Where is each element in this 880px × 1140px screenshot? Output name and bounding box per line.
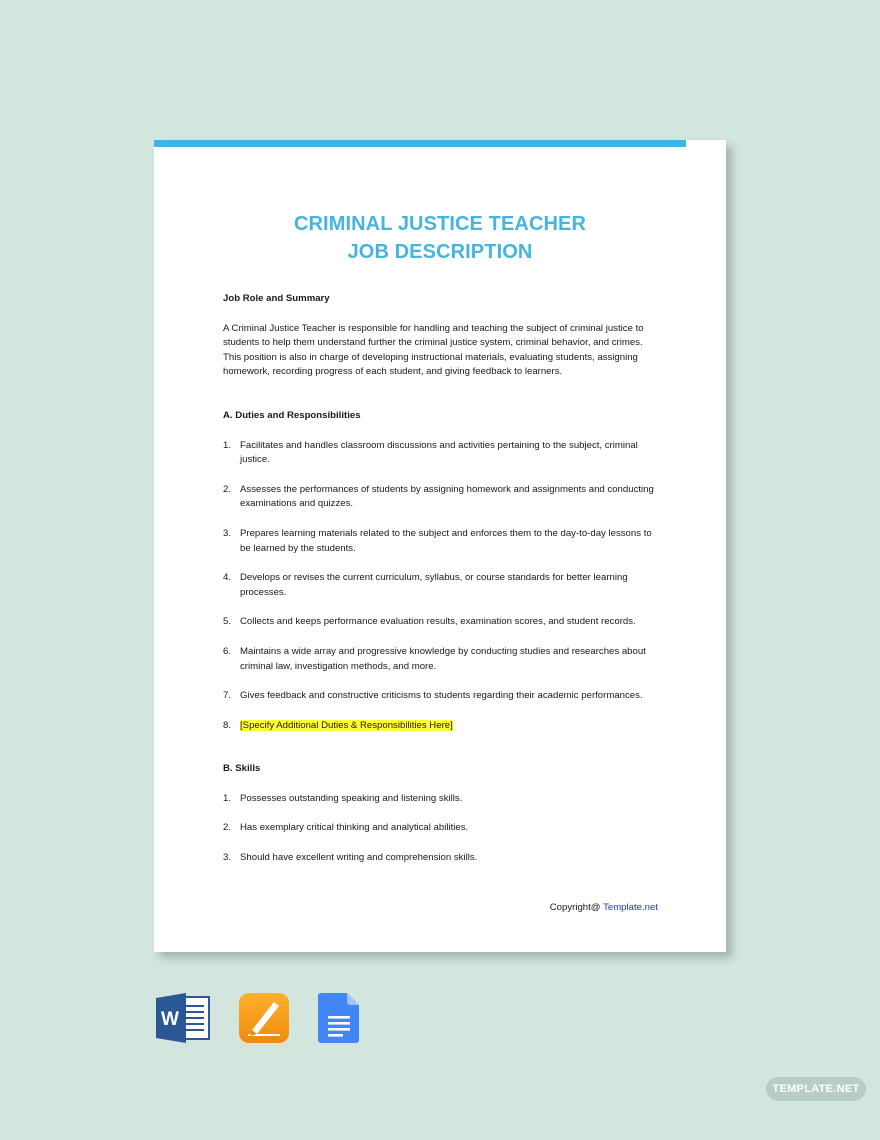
word-icon[interactable] xyxy=(154,990,212,1051)
skills-heading: B. Skills xyxy=(223,763,261,775)
title-line-1: CRIMINAL JUSTICE TEACHER xyxy=(293,213,587,235)
pages-icon[interactable] xyxy=(238,992,290,1049)
skill-item: 1. Possesses outstanding speaking and listening skills. xyxy=(223,792,463,804)
title-line-2: JOB DESCRIPTION xyxy=(347,241,533,263)
google-docs-icon[interactable] xyxy=(318,992,360,1049)
document-page xyxy=(154,140,726,952)
accent-bar xyxy=(154,140,686,147)
copyright-prefix: Copyright@ xyxy=(549,902,601,913)
document-title xyxy=(154,210,726,266)
document-body xyxy=(223,292,663,866)
duty-item: 4. Develops or revises the current curriculum, syllabus, or course standards for better learning processes. xyxy=(223,572,628,598)
duty-item: 7. Gives feedback and constructive criticisms to students regarding their academic performances. xyxy=(223,690,643,702)
highlighted-placeholder: [Specify Additional Duties & Responsibilities Here] xyxy=(240,719,453,731)
duty-item: 3. Prepares learning materials related to the subject and enforces them to the day-to-day lessons to be learned by the students. xyxy=(223,527,652,554)
duties-list xyxy=(223,439,663,734)
copyright xyxy=(550,901,658,915)
duty-item: 1. Facilitates and handles classroom discussions and activities pertaining to the subject, criminal justice. xyxy=(223,439,638,466)
role-heading: Job Role and Summary xyxy=(223,293,330,304)
skills-list xyxy=(223,792,663,866)
word-letter: W xyxy=(161,1009,179,1030)
duty-item: 2. Assesses the performances of students by assigning homework and assignments and conducting examinations and quizzes. xyxy=(223,483,654,510)
duty-item: 5. Collects and keeps performance evaluation results, examination scores, and student records. xyxy=(223,616,636,628)
duty-item: 6. Maintains a wide array and progressive knowledge by conducting studies and researches about criminal law, investigation methods, and more. xyxy=(223,645,646,672)
duty-item-placeholder: 8. [Specify Additional Duties & Responsibilities Here] xyxy=(223,719,453,731)
template-net-badge[interactable]: TEMPLATE.NET xyxy=(766,1077,866,1101)
copyright-link[interactable]: Template.net xyxy=(603,902,658,913)
duties-heading: A. Duties and Responsibilities xyxy=(223,409,361,421)
summary-paragraph: A Criminal Justice Teacher is responsible for handling and teaching the subject of criminal justice to students to help them understand further the criminal justice system, criminal behavior, and crimes. This position is also in charge of developing instructional materials, evaluating students, assigning homework, recording progress of each student, and giving feedback to learners. xyxy=(223,322,644,378)
skill-item: 2. Has exemplary critical thinking and analytical abilities. xyxy=(223,822,469,834)
skill-item: 3. Should have excellent writing and comprehension skills. xyxy=(223,852,478,864)
